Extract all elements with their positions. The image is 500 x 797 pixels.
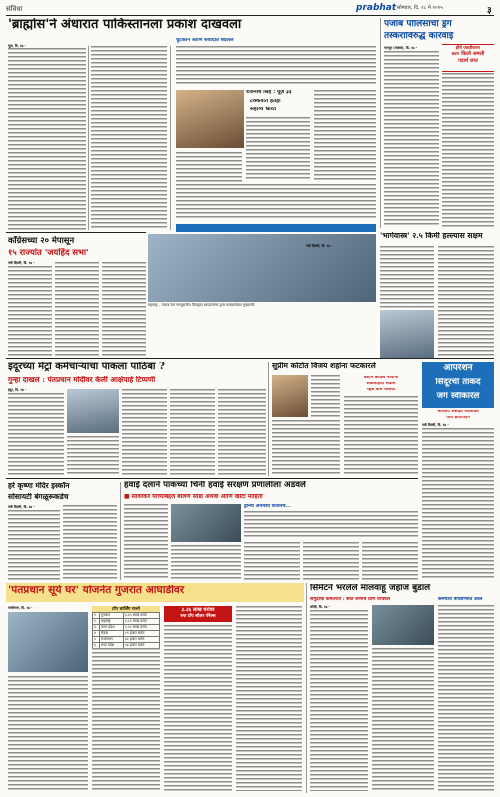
quote-line: सहाय्य भ्रारत [250, 107, 277, 112]
body-text [176, 46, 376, 86]
solar-state-table [92, 612, 160, 649]
headline-punjab-l2: तस्करांविरुद्ध कारवाई [384, 32, 454, 41]
byline: इंदूर, दि. १७ - [8, 388, 27, 392]
body-text [122, 389, 167, 475]
headline-krishna-l2: सोसायटी बंगळूरूकडेच [8, 493, 69, 501]
body-text [310, 610, 368, 791]
byline: नवी दिल्ली, दि. १७ - [8, 505, 35, 509]
operation-subhead: भारतीय संसदेत जयशंकर [437, 410, 479, 414]
body-text [63, 505, 117, 580]
body-text [170, 389, 215, 475]
solar-badge-line: रुफ टॉप सोलर पॅनेल्स [180, 614, 216, 619]
infobox-line: पदार्थ जप्त [458, 57, 478, 64]
subhead-cement-2: कर्मचारी वाचवण्यात आले [438, 597, 483, 602]
body-text [244, 542, 300, 580]
body-text [176, 184, 376, 220]
column-rule [380, 18, 381, 228]
table-cell: उत्तर प्रदेश [100, 625, 124, 631]
table-cell: गुजरात [100, 613, 124, 619]
page-number: ३ [487, 6, 492, 16]
table-cell: ४ [93, 631, 100, 637]
infobox-line: ७४० किलो अमली [451, 51, 485, 57]
table-cell: केरळ [100, 631, 124, 637]
body-text [362, 542, 418, 580]
body-text [218, 389, 266, 475]
section-strip [176, 224, 376, 232]
body-text [92, 648, 160, 791]
body-text [384, 51, 439, 227]
body-text [171, 545, 241, 580]
quote-line: टक्कयात हेतंही [250, 99, 281, 104]
court-photo [272, 375, 308, 417]
byline: नवी दिल्ली, दि. १७ - [306, 244, 333, 248]
column-rule [88, 46, 89, 230]
byline: नवी दिल्ली, दि. १७ - [422, 423, 449, 427]
headline-cement: सिमेंटने भरलेले मालवाहू जहाज बुडाले [310, 584, 431, 593]
table-cell: १.८१ लाख घरांत [123, 619, 159, 625]
byline: यूज़, दि. १७ - [8, 44, 26, 48]
subhead-cement-1: समुद्राची कमतरता : सात जणांचे प्राण वाचवले [310, 597, 391, 602]
column-rule [170, 46, 171, 230]
body-text [372, 648, 434, 791]
ship-photo [372, 605, 434, 645]
headline-congress-l2: १५ राज्यांत 'जयहिंद सभा' [8, 248, 89, 257]
body-text [176, 152, 242, 182]
court-subhead: सवालाईची सवाल [366, 382, 396, 386]
solar-panels-photo [8, 612, 88, 672]
body-text [442, 73, 494, 227]
headline-congress-l1: काँग्रेसच्या २० मेपासून [8, 236, 75, 245]
masthead-dateline: सोमवार, दि. १८ मे २०२५ [397, 5, 443, 11]
table-cell: ६२ हजार घरांत [123, 637, 159, 643]
headline-indore-l1: इंदूरच्या मेट्रो कर्मचाऱ्यांचा पाकला पाठिंबा ? [8, 362, 165, 372]
metro-photo [67, 389, 119, 433]
body-text [164, 625, 232, 791]
body-text [55, 262, 99, 356]
solar-badge [164, 606, 232, 622]
headline-operation-l1: ऑपरेशन [443, 364, 473, 373]
table-cell: ५४ हजार घरांत [123, 643, 159, 649]
section-rule [6, 232, 146, 233]
masthead-section-label: संविधा [6, 5, 23, 13]
masthead-rule [6, 15, 494, 16]
body-text [438, 246, 494, 358]
court-subhead: रद्दस केस चालवा [366, 388, 395, 392]
table-cell: १.२२ लाख घरांत [123, 625, 159, 631]
byline: कोची, दि. १७ - [310, 605, 331, 609]
headline-brahmos: 'ब्राह्मोस'ने अंधारात पाकिस्तानला प्रकाश दाखवला [8, 18, 242, 32]
body-text [236, 606, 302, 791]
solar-badge-line: ३.३६ लाख घरांवर [181, 607, 215, 613]
body-text [91, 46, 167, 230]
table-cell: १ [93, 613, 100, 619]
table-cell: ६ [93, 643, 100, 649]
rajnath-photo [176, 90, 244, 148]
solar-table-title: टॉप चार्जिंग राज्ये [92, 606, 160, 612]
body-text [8, 393, 64, 475]
byline: गांधीनगर, दि. १७ - [8, 606, 33, 610]
headline-operation-l2: सिंदूरची ताकद [435, 378, 481, 387]
body-text [311, 375, 340, 417]
column-rule [306, 583, 307, 793]
headline-solar: 'पंतप्रधान सूर्य घर' योजनेत गुजरात आघाडीवर [8, 585, 185, 596]
column-rule [268, 362, 269, 476]
subhead-brahmos: चुटकीने आणि संवादात बदलले [176, 38, 234, 43]
table-cell: राजस्थान [100, 637, 124, 643]
operation-subhead: यांचे प्रतिपादन [446, 416, 470, 420]
table-cell: महाराष्ट्र [100, 619, 124, 625]
subhead-airdefense: ■ सावरकर यांच्याबद्दल बोलणे सोडा अथवा आणि खोटी माहिती [124, 494, 263, 500]
body-text [67, 436, 119, 475]
body-text [303, 542, 359, 580]
headline-airdefense: हवाई दलाने पाकच्या चिनी हवाई संरक्षण प्रणालीला अडवले [124, 481, 306, 490]
headline-punjab-l1: पंजाब पोलिसांची ड्रग [384, 20, 452, 29]
body-text [244, 511, 418, 539]
headline-krishna-l1: हरे कृष्णा मंदिर इस्कॉन [8, 482, 70, 490]
table-cell: ३ [93, 625, 100, 631]
punjab-infobox [442, 44, 494, 72]
body-text [272, 420, 340, 476]
masthead-logo: prabhat [356, 3, 397, 13]
table-cell: मध्य प्रदेश [100, 643, 124, 649]
section-rule [6, 358, 494, 359]
subhead-airdefense-2: ड्रोनचे अपयशी योजनेचे... [244, 504, 291, 509]
bhargav-photo [380, 310, 434, 358]
aircraft-photo [171, 504, 241, 542]
body-text [8, 510, 60, 580]
body-text [422, 428, 494, 578]
byline: नवी दिल्ली, दि. १७ - [8, 261, 35, 265]
byline: नागपुर (पंजाब), दि. १७ - [384, 46, 418, 50]
table-cell: २ [93, 619, 100, 625]
body-text [124, 504, 168, 580]
body-text [8, 48, 86, 230]
table-cell: ३.३५ लाख घरांत [123, 613, 159, 619]
body-text [314, 90, 376, 180]
body-text [438, 605, 494, 791]
column-rule [120, 482, 121, 580]
headline-bhargav: 'भार्गवास्त्र' २.५ किमी हल्ल्यास सक्षम [380, 232, 483, 240]
body-text [8, 266, 52, 356]
body-text [344, 396, 418, 476]
body-text [246, 117, 310, 181]
photo-caption: महाराष्ट्र – पंजाब येथे नागपुरातील जिल्ह्यात सापडलेल्या ड्रग्स साठ्यासोबत मुख्यमंत्री [148, 303, 255, 307]
table-cell: ८९ हजार घरांत [123, 631, 159, 637]
headline-operation-l3: जग स्वीकारेल [436, 392, 480, 401]
infobox-line: हीरो एकत्रीकरण [455, 45, 481, 50]
body-text [380, 246, 434, 308]
headline-indore-l2: गुन्हा दाखल : पंतप्रधान मोदींवर केली आक्षेपार्ह टिप्पणी [8, 376, 156, 384]
body-text [102, 262, 146, 356]
body-text [8, 676, 88, 791]
section-rule [6, 478, 418, 479]
table-cell: ५ [93, 637, 100, 643]
headline-court: सुप्रीम कोर्टात विजय शहांना फटकारले [272, 362, 376, 370]
quote-name: राजनाथ सिंह : यूज़ ३३ [246, 90, 292, 95]
court-subhead: वंशाने काँग्रेस नेत्यांना [363, 376, 399, 380]
